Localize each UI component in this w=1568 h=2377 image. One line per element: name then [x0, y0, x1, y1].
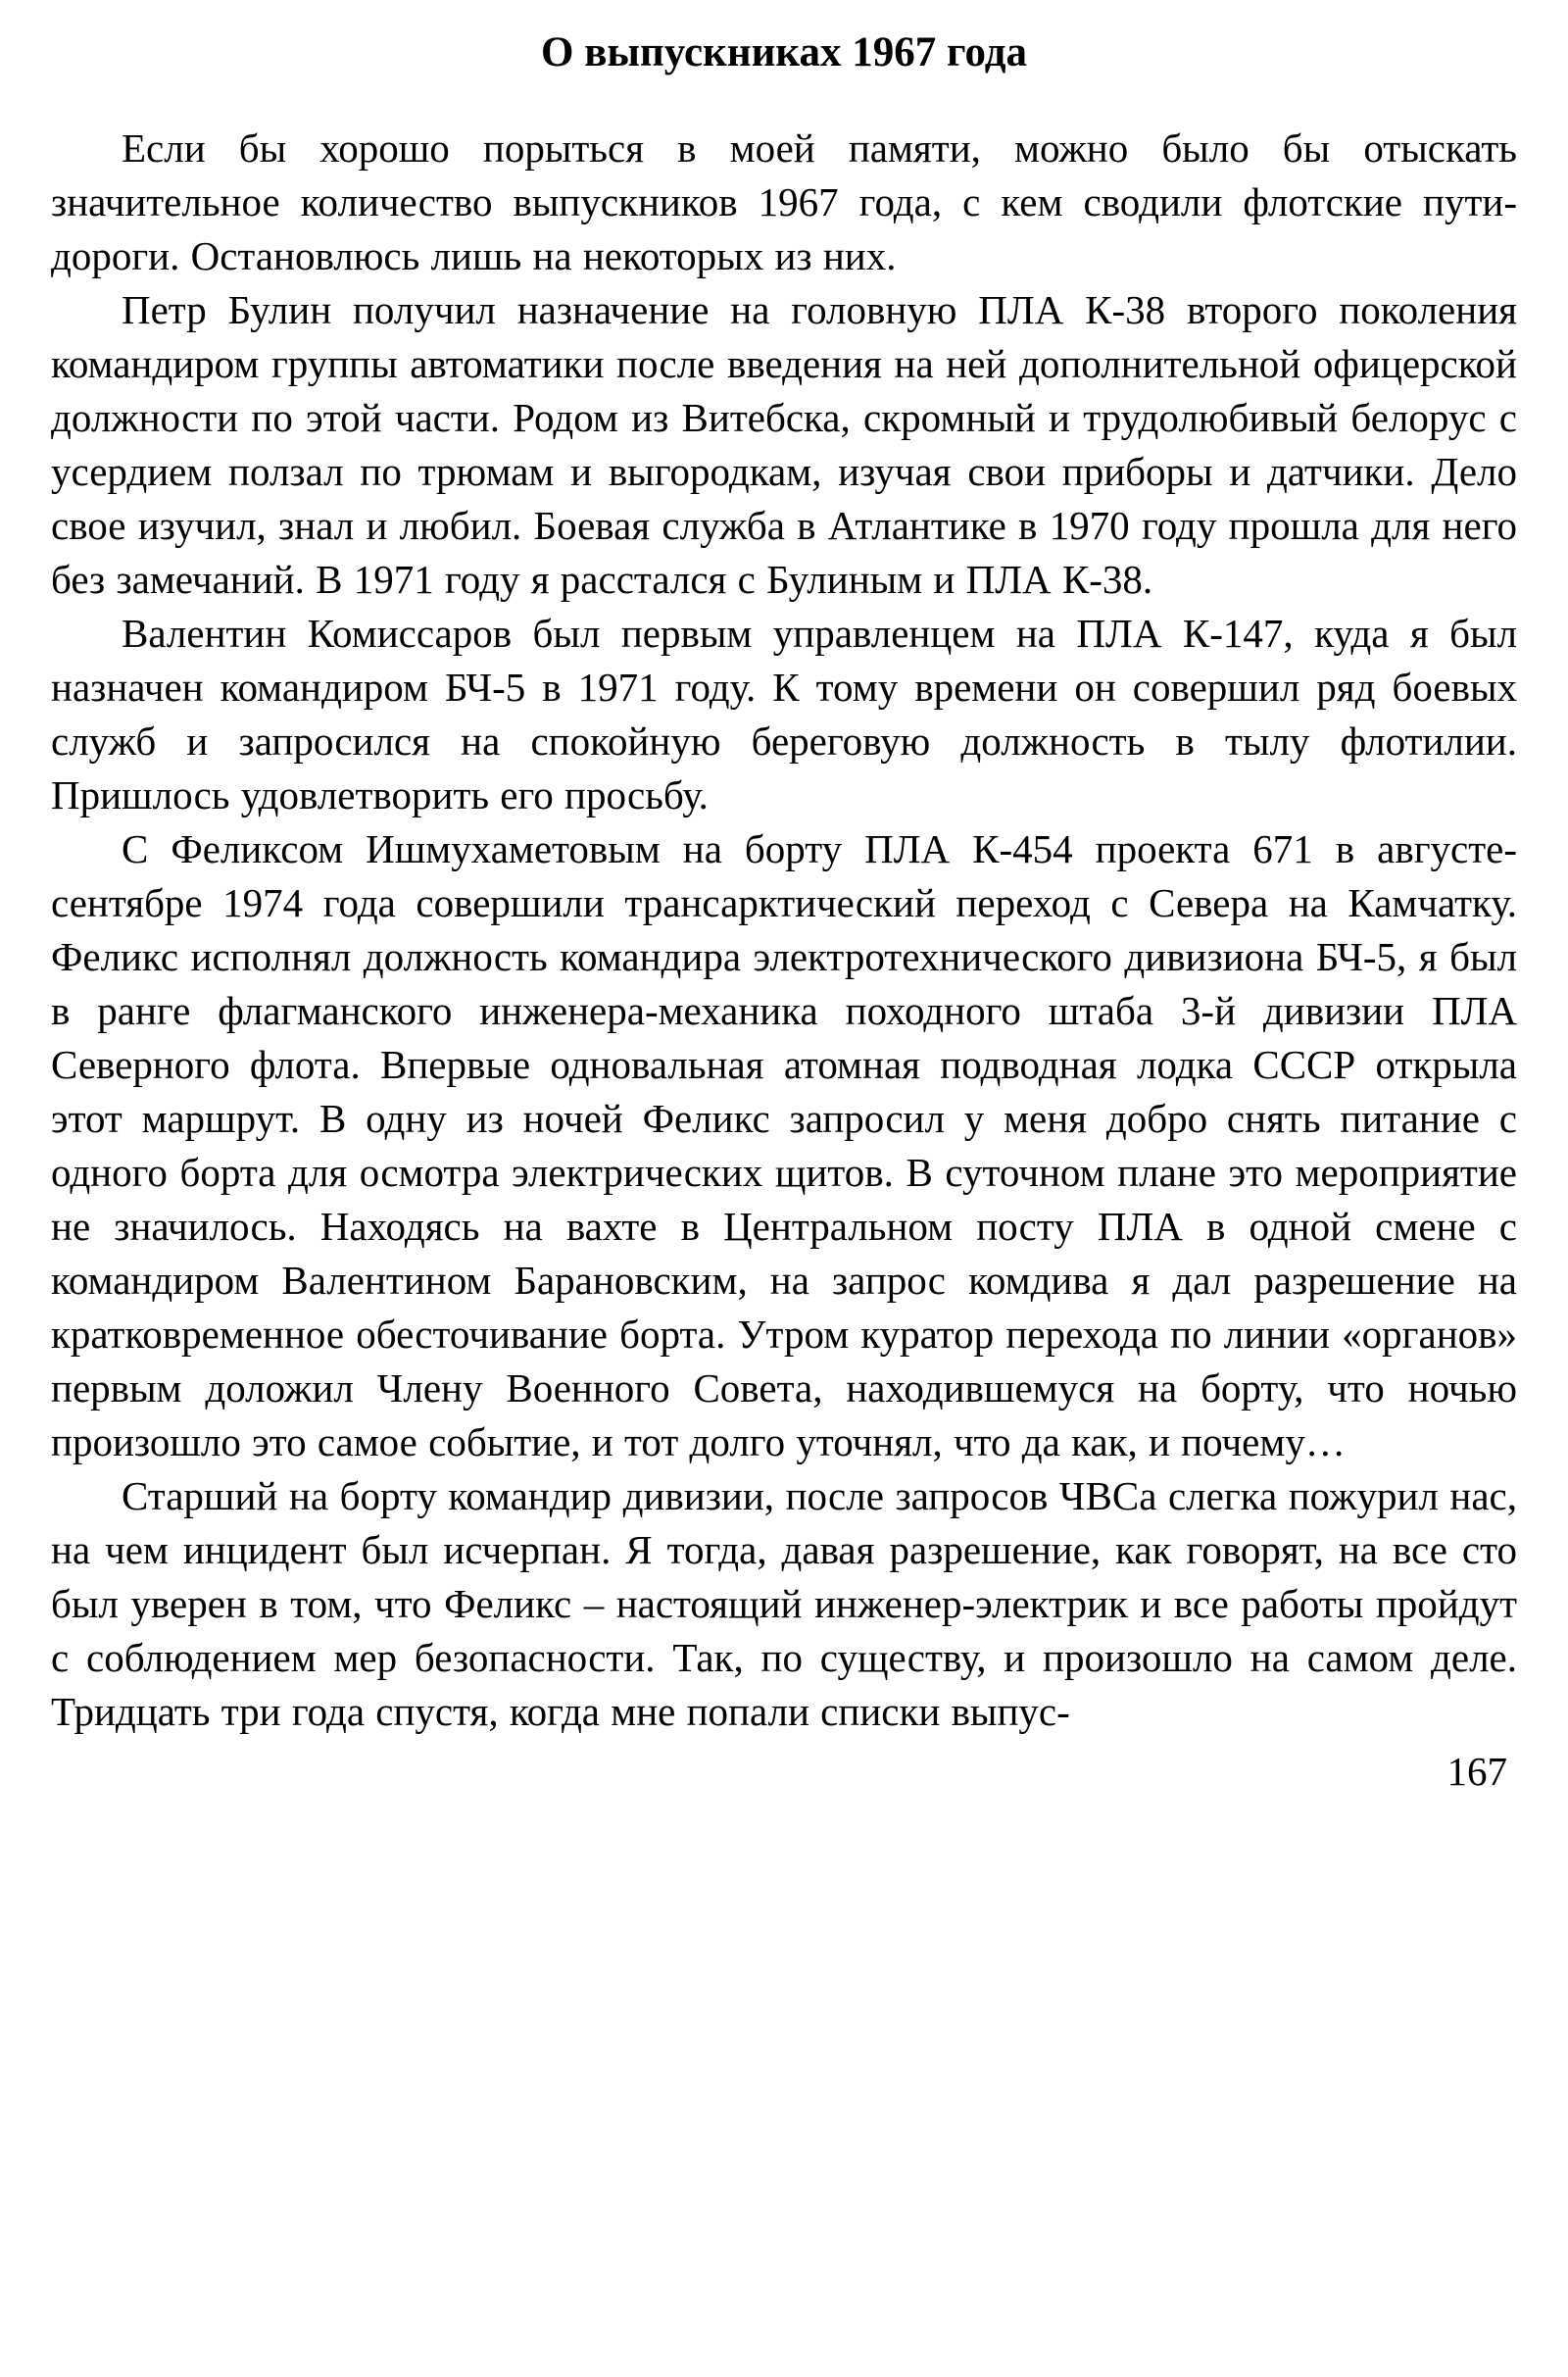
paragraph-bulin: Петр Булин получил назначение на головную ПЛА К-38 второго поколения командиром группы автоматики после введения на ней дополнительной офицерской должности по этой части. Родом из Витебска, скромный и трудолюбивый белорус с усердием ползал по трюмам и выгородкам, изучая свои приборы и датчики. Дело свое изучил, знал и любил. Боевая служба в Атлантике в 1970 году прошла для него без замечаний. В 1971 году я расстался с Булиным и ПЛА К-38. — [51, 286, 1517, 602]
paragraph-division-commander: Старший на борту командир дивизии, после запросов ЧВСа слегка пожурил нас, на чем инцидент был исчерпан. Я тогда, давая разрешение, как говорят, на все сто был уверен в том, что Феликс – настоящий инженер-электрик и все работы пройдут с соблюдением мер безопасности. Так, по существу, и произошло на самом деле. Тридцать три года спустя, когда мне попали списки выпус- — [51, 1472, 1517, 1734]
page-title: О выпускниках 1967 года — [541, 29, 1027, 75]
paragraph-ishmukhametov: С Феликсом Ишмухаметовым на борту ПЛА К-454 проекта 671 в августе-сентябре 1974 года совершили трансарктический переход с Севера на Камчатку. Феликс исполнял должность командира электротехнического дивизиона БЧ-5, я был в ранге флагманского инженера-механика походного штаба 3-й дивизии ПЛА Северного флота. Впервые одновальная атомная подводная лодка СССР открыла этот маршрут. В одну из ночей Феликс запросил у меня добро снять питание с одного борта для осмотра электрических щитов. В суточном плане это мероприятие не значилось. Находясь на вахте в Центральном посту ПЛА в одной смене с командиром Валентином Барановским, на запрос комдива я дал разрешение на кратковременное обесточивание борта. Утром куратор перехода по линии «органов» первым доложил Члену Военного Совета, находившемуся на борту, что ночью произошло это самое событие, и тот долго уточнял, что да как, и почему… — [51, 825, 1517, 1464]
page-body — [51, 122, 1517, 1739]
paragraph-komissarov: Валентин Комиссаров был первым управленцем на ПЛА К-147, куда я был назначен командиром БЧ-5 в 1971 году. К тому времени он совершил ряд боевых служб и запросился на спокойную береговую должность в тылу флотилии. Пришлось удовлетворить его просьбу. — [51, 610, 1517, 817]
page-number: 167 — [1446, 1748, 1507, 1794]
paragraph-intro: Если бы хорошо порыться в моей памяти, можно было бы отыскать значительное количество выпускников 1967 года, с кем сводили флотские пути-дороги. Остановлюсь лишь на некоторых из них. — [51, 124, 1517, 278]
